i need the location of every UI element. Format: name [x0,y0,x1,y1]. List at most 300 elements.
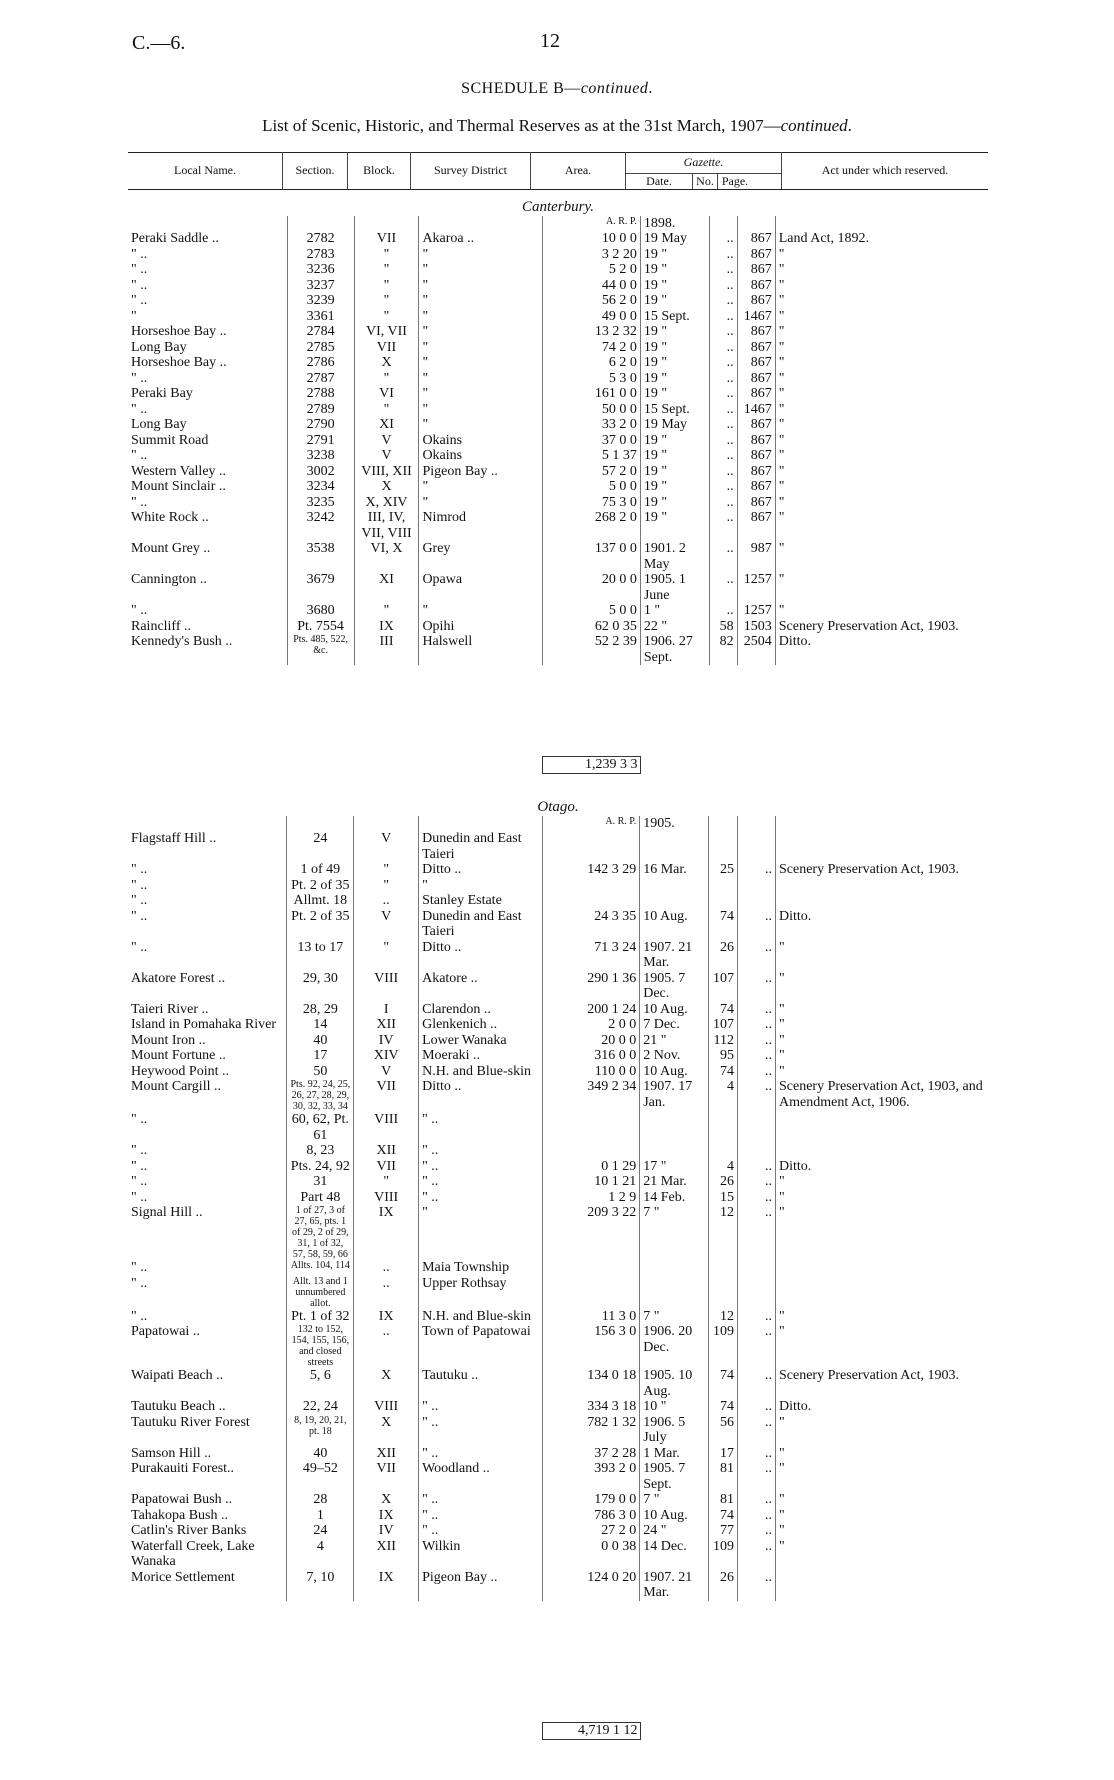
col-block: Block. [348,153,411,190]
cell-local-name: Peraki Saddle .. [128,231,287,247]
table-row [128,355,988,371]
cell-gazette-page [737,831,775,862]
cell-area [542,893,640,909]
cell-gazette-date: 21 " [640,1033,709,1049]
cell-gazette-page: .. [737,1159,775,1175]
cell-gazette-date: 7 " [640,1309,709,1325]
cell-survey-district: Okains [419,433,543,449]
cell-act: " [779,1538,785,1554]
cell-area: 10 1 21 [542,1174,640,1190]
cell-gazette-date: 1 " [640,603,709,619]
table-row [128,1570,988,1601]
otago-total-area: 4,719 1 12 [542,1723,641,1740]
table-row [128,1205,988,1260]
cell-gazette-no: 26 [709,940,738,971]
cell-block: V [354,1064,419,1080]
cell-gazette-page: 1503 [737,619,775,635]
cell-survey-district: Stanley Estate [419,893,542,909]
table-row [128,862,988,878]
cell-gazette-page: .. [737,1492,775,1508]
table-row [128,603,988,619]
table-row [128,262,988,278]
cell-act: " [778,308,785,324]
cell-act: Scenery Preservation Act, 1903. [779,1368,960,1383]
cell-area: 27 2 0 [542,1523,640,1539]
cell-survey-district: Grey [419,541,543,572]
cell-area: 0 0 38 [542,1539,640,1570]
table-row [128,1508,988,1524]
cell-local-name: Taieri River .. [128,1002,287,1018]
cell-gazette-date: 10 " [640,1399,709,1415]
cell-survey-district: " [419,495,543,511]
cell-gazette-date: 15 Sept. [640,309,709,325]
cell-local-name: Tautuku Beach .. [128,1399,287,1415]
cell-survey-district: " [419,878,542,894]
cell-survey-district: " [419,402,543,418]
cell-section: 2788 [287,386,354,402]
cell-gazette-no: .. [709,417,737,433]
cell-area: 179 0 0 [542,1492,640,1508]
cell-gazette-no: 4 [709,1159,738,1175]
cell-act: " [779,1205,785,1220]
cell-area: 50 0 0 [543,402,641,418]
cell-gazette-no: .. [709,464,737,480]
cell-survey-district: Akaroa .. [419,231,543,247]
table-row [128,464,988,480]
cell-gazette-page: .. [737,1017,775,1033]
col-no: No. [693,174,718,190]
cell-block: XII [354,1017,419,1033]
cell-gazette-page: 867 [737,247,775,263]
cell-act: Scenery Preservation Act, 1903. [778,618,959,634]
cell-block: VIII [354,1112,419,1143]
cell-local-name: Horseshoe Bay .. [128,324,287,340]
cell-act: " [779,970,785,986]
cell-gazette-page: .. [737,971,775,1002]
cell-area: 52 2 39 [543,634,641,665]
cell-section: Allts. 104, 114 [287,1260,354,1276]
cell-gazette-page: .. [737,1446,775,1462]
cell-local-name: " .. [128,603,287,619]
cell-act: " [779,1324,785,1339]
cell-section: 1 [287,1508,354,1524]
cell-block: X [354,355,419,371]
cell-act: Ditto. [778,634,812,649]
cell-local-name: Papatowai .. [128,1324,287,1368]
cell-survey-district: Tautuku .. [419,1368,542,1399]
cell-section: 1 of 49 [287,862,354,878]
cell-gazette-no: 26 [709,1570,738,1601]
canterbury-heading: Canterbury. [521,199,595,215]
cell-act: " [778,293,785,308]
cell-block: " [354,278,419,294]
cell-gazette-date: 19 " [640,355,709,371]
cell-survey-district: Okains [419,448,543,464]
cell-gazette-date: 7 Dec. [640,1017,709,1033]
cell-section: 3236 [287,262,354,278]
cell-gazette-page: 867 [737,433,775,449]
table-row [128,293,988,309]
table-row [128,1033,988,1049]
cell-gazette-date: 14 Feb. [640,1190,709,1206]
canterbury-body [128,200,988,665]
cell-local-name: Catlin's River Banks [128,1523,287,1539]
cell-area: 0 1 29 [542,1159,640,1175]
cell-survey-district: " [419,324,543,340]
cell-gazette-date [640,878,709,894]
cell-gazette-no: .. [709,603,737,619]
cell-gazette-page: .. [737,1523,775,1539]
cell-gazette-date: 2 Nov. [640,1048,709,1064]
cell-section: 8, 23 [287,1143,354,1159]
table-row [128,893,988,909]
cell-block: " [354,862,419,878]
cell-local-name: " .. [128,1190,287,1206]
cell-block: " [354,878,419,894]
cell-gazette-page: .. [737,1205,775,1260]
cell-section: Pt. 7554 [287,619,354,635]
cell-gazette-date: 19 " [640,278,709,294]
cell-local-name: Horseshoe Bay .. [128,355,287,371]
cell-block: " [354,1174,419,1190]
cell-gazette-page: 867 [737,371,775,387]
cell-gazette-no: 107 [709,1017,738,1033]
document-code: C.—6. [132,32,186,54]
col-act: Act under which reserved. [821,163,949,178]
cell-gazette-no: .. [709,386,737,402]
cell-section: 3680 [287,603,354,619]
cell-survey-district: Halswell [419,634,543,665]
cell-gazette-no [709,893,738,909]
cell-gazette-date: 15 Sept. [640,402,709,418]
cell-local-name: " .. [128,1309,287,1325]
cell-gazette-page: 867 [737,324,775,340]
cell-gazette-page: 867 [737,355,775,371]
otago-units: A. R. P. [542,816,640,832]
cell-survey-district: Lower Wanaka [419,1033,542,1049]
cell-section: 17 [287,1048,354,1064]
cell-section: 3538 [287,541,354,572]
cell-section: 4 [287,1539,354,1570]
table-row [128,340,988,356]
table-row [128,278,988,294]
cell-gazette-no: .. [709,355,737,371]
cell-block: V [354,909,419,940]
table-row [128,541,988,572]
cell-section: 3235 [287,495,354,511]
cell-area: 290 1 36 [542,971,640,1002]
table-row [128,495,988,511]
table-row [128,940,988,971]
cell-block: IX [354,1309,419,1325]
cell-section: 40 [287,1033,354,1049]
cell-section: 2787 [287,371,354,387]
table-row [128,417,988,433]
cell-area: 5 2 0 [543,262,641,278]
cell-gazette-page: .. [737,1324,775,1368]
cell-gazette-page [737,893,775,909]
cell-gazette-date: 1906. 5 July [640,1415,709,1446]
cell-act: " [779,1032,785,1048]
cell-gazette-no [709,1276,738,1309]
cell-gazette-no: 74 [709,1064,738,1080]
cell-gazette-page: 867 [737,417,775,433]
cell-block: VII [354,340,419,356]
cell-section: 24 [287,1523,354,1539]
cell-gazette-page: 867 [737,340,775,356]
cell-gazette-no: 95 [709,1048,738,1064]
cell-gazette-page: 867 [737,278,775,294]
cell-gazette-no: .. [709,278,737,294]
cell-section: Pts. 92, 24, 25, 26, 27, 28, 29, 30, 32, 33, 34 [287,1079,354,1112]
cell-area [542,1143,640,1159]
cell-block: V [354,433,419,449]
cell-gazette-no: .. [709,309,737,325]
cell-gazette-date [640,1112,709,1143]
cell-local-name: " .. [128,1276,287,1309]
cell-act: " [779,1174,785,1189]
table-row [128,1143,988,1159]
cell-survey-district: Glenkenich .. [419,1017,542,1033]
cell-block: IX [354,619,419,635]
cell-local-name: Peraki Bay [128,386,287,402]
cell-gazette-page: .. [737,1002,775,1018]
cell-act: " [779,1461,785,1476]
cell-section: 28 [287,1492,354,1508]
cell-area: 24 3 35 [542,909,640,940]
cell-survey-district: " .. [419,1399,542,1415]
cell-act: " [778,463,785,479]
cell-survey-district: " .. [419,1446,542,1462]
cell-survey-district: Woodland .. [419,1461,542,1492]
cell-survey-district: " .. [419,1143,542,1159]
cell-section: 49–52 [287,1461,354,1492]
cell-gazette-date: 19 " [640,371,709,387]
cell-area: 37 2 28 [542,1446,640,1462]
cell-gazette-no: 58 [709,619,737,635]
cell-act: " [779,1492,785,1507]
cell-block: .. [354,893,419,909]
cell-gazette-page: 867 [737,262,775,278]
cell-survey-district: " .. [419,1492,542,1508]
cell-local-name: " .. [128,247,287,263]
cell-survey-district: Dunedin and East Taieri [419,831,542,862]
cell-block: XI [354,572,419,603]
cell-gazette-no: 74 [709,1368,738,1399]
cell-gazette-page: .. [737,1539,775,1570]
cell-gazette-date [640,893,709,909]
cell-local-name: " .. [128,262,287,278]
cell-block: VIII [354,1399,419,1415]
cell-gazette-date: 1905. 1 June [640,572,709,603]
table-row [128,831,988,862]
table-row [128,572,988,603]
cell-act: " [778,386,785,401]
cell-gazette-date: 7 " [640,1205,709,1260]
col-section: Section. [283,153,348,190]
cell-gazette-page: 867 [737,293,775,309]
cell-gazette-date: 19 " [640,510,709,541]
cell-local-name: Mount Iron .. [128,1033,287,1049]
cell-area [542,1260,640,1276]
cell-section: 3242 [287,510,354,541]
cell-area: 62 0 35 [543,619,641,635]
cell-section: 24 [287,831,354,862]
col-survey-district: Survey District [411,153,531,190]
cell-section: 28, 29 [287,1002,354,1018]
cell-area: 209 3 22 [542,1205,640,1260]
cell-block: X [354,479,419,495]
cell-act [776,831,989,862]
cell-local-name: Raincliff .. [128,619,287,635]
cell-local-name: " .. [128,878,287,894]
cell-gazette-no [709,1143,738,1159]
cell-area: 71 3 24 [542,940,640,971]
cell-area: 20 0 0 [543,572,641,603]
cell-gazette-page: 867 [737,495,775,511]
cell-act: " [779,1445,785,1461]
cell-section: Part 48 [287,1190,354,1206]
cell-survey-district: " [419,371,543,387]
cell-area: 134 0 18 [542,1368,640,1399]
cell-section: 3679 [287,572,354,603]
table-row [128,909,988,940]
cell-act: " [778,277,785,293]
col-local-name: Local Name. [128,153,283,190]
otago-year: 1905. [640,816,709,832]
col-page: Page. [721,173,749,188]
cell-act: " [779,1507,785,1523]
table-row [128,634,988,665]
cell-gazette-no [709,878,738,894]
schedule-heading: SCHEDULE B—continued. [461,80,653,97]
table-row [128,1002,988,1018]
cell-survey-district: Akatore .. [419,971,542,1002]
cell-act: " [778,432,785,448]
cell-gazette-page: .. [737,1368,775,1399]
cell-section: 3234 [287,479,354,495]
col-gazette-group [626,153,782,190]
cell-survey-district: " [419,355,543,371]
cell-gazette-no: .. [709,247,737,263]
cell-survey-district: N.H. and Blue-skin [419,1064,542,1080]
cell-act: Scenery Preservation Act, 1903, and Amendment Act, 1906. [779,1079,983,1110]
cell-local-name: " .. [128,371,287,387]
cell-gazette-no: .. [709,293,737,309]
cell-gazette-date: 24 " [640,1523,709,1539]
cell-gazette-no: .. [709,433,737,449]
cell-section: 2790 [287,417,354,433]
cell-section: 2785 [287,340,354,356]
cell-local-name: Waipati Beach .. [128,1368,287,1399]
otago-body [128,800,988,1601]
table-row [128,402,988,418]
cell-section: 3002 [287,464,354,480]
table-row [128,510,988,541]
cell-gazette-date: 1907. 21 Mar. [640,1570,709,1601]
cell-area: 56 2 0 [543,293,641,309]
cell-area [542,1112,640,1143]
table-row [128,1368,988,1399]
cell-survey-district: " .. [419,1415,542,1446]
cell-block: IV [354,1523,419,1539]
cell-gazette-date: 1907. 21 Mar. [640,940,709,971]
cell-section: Pt. 2 of 35 [287,878,354,894]
cell-gazette-no: .. [709,402,737,418]
cell-gazette-date: 19 " [640,324,709,340]
cell-gazette-page: 1257 [737,603,775,619]
cell-local-name: Long Bay [128,417,287,433]
cell-act: " [778,541,785,556]
cell-block: V [354,831,419,862]
cell-gazette-date: 1906. 27 Sept. [640,634,709,665]
cell-gazette-page: 867 [737,231,775,247]
cell-gazette-page: .. [737,1190,775,1206]
cell-area [542,878,640,894]
table-row [128,1446,988,1462]
cell-survey-district: Ditto .. [419,862,542,878]
cell-act: " [778,355,785,370]
cell-gazette-no: .. [709,231,737,247]
cell-local-name: Morice Settlement [128,1570,287,1601]
cell-local-name: " .. [128,1143,287,1159]
table-row [128,1324,988,1368]
cell-survey-district: " [419,293,543,309]
cell-area: 393 2 0 [542,1461,640,1492]
cell-act: " [779,1308,785,1324]
cell-survey-district: Nimrod [419,510,543,541]
cell-gazette-page: .. [737,862,775,878]
cell-gazette-page: .. [737,1508,775,1524]
cell-local-name: " .. [128,278,287,294]
cell-act: " [779,939,785,955]
cell-gazette-page: 1257 [737,572,775,603]
cell-gazette-page: .. [737,1064,775,1080]
cell-section: Pts. 24, 92 [287,1159,354,1175]
cell-gazette-date: 19 " [640,386,709,402]
cell-gazette-page: .. [737,1461,775,1492]
list-title: List of Scenic, Historic, and Thermal Reserves as at the 31st March, 1907—continued. [262,116,852,135]
cell-gazette-date [640,1143,709,1159]
cell-section: Allmt. 18 [287,893,354,909]
cell-block: XIV [354,1048,419,1064]
cell-gazette-page: 867 [737,479,775,495]
cell-section: 14 [287,1017,354,1033]
cell-act: " [778,448,785,463]
cell-area: 75 3 0 [543,495,641,511]
cell-act [776,1112,989,1143]
cell-local-name: Long Bay [128,340,287,356]
cell-gazette-no: 15 [709,1190,738,1206]
cell-act [776,878,989,894]
cell-section: 40 [287,1446,354,1462]
cell-area: 33 2 0 [543,417,641,433]
cell-gazette-no: 4 [709,1079,738,1112]
cell-section: Pt. 1 of 32 [287,1309,354,1325]
cell-act: " [778,339,785,355]
cell-gazette-date: 7 " [640,1492,709,1508]
cell-local-name: " .. [128,1260,287,1276]
cell-gazette-date: 19 May [640,417,709,433]
table-row [128,1276,988,1309]
cell-area: 316 0 0 [542,1048,640,1064]
table-row [128,1309,988,1325]
cell-block: VI [354,386,419,402]
cell-local-name: Mount Grey .. [128,541,287,572]
table-row [128,971,988,1002]
cell-local-name: Papatowai Bush .. [128,1492,287,1508]
cell-gazette-page: .. [737,1570,775,1601]
